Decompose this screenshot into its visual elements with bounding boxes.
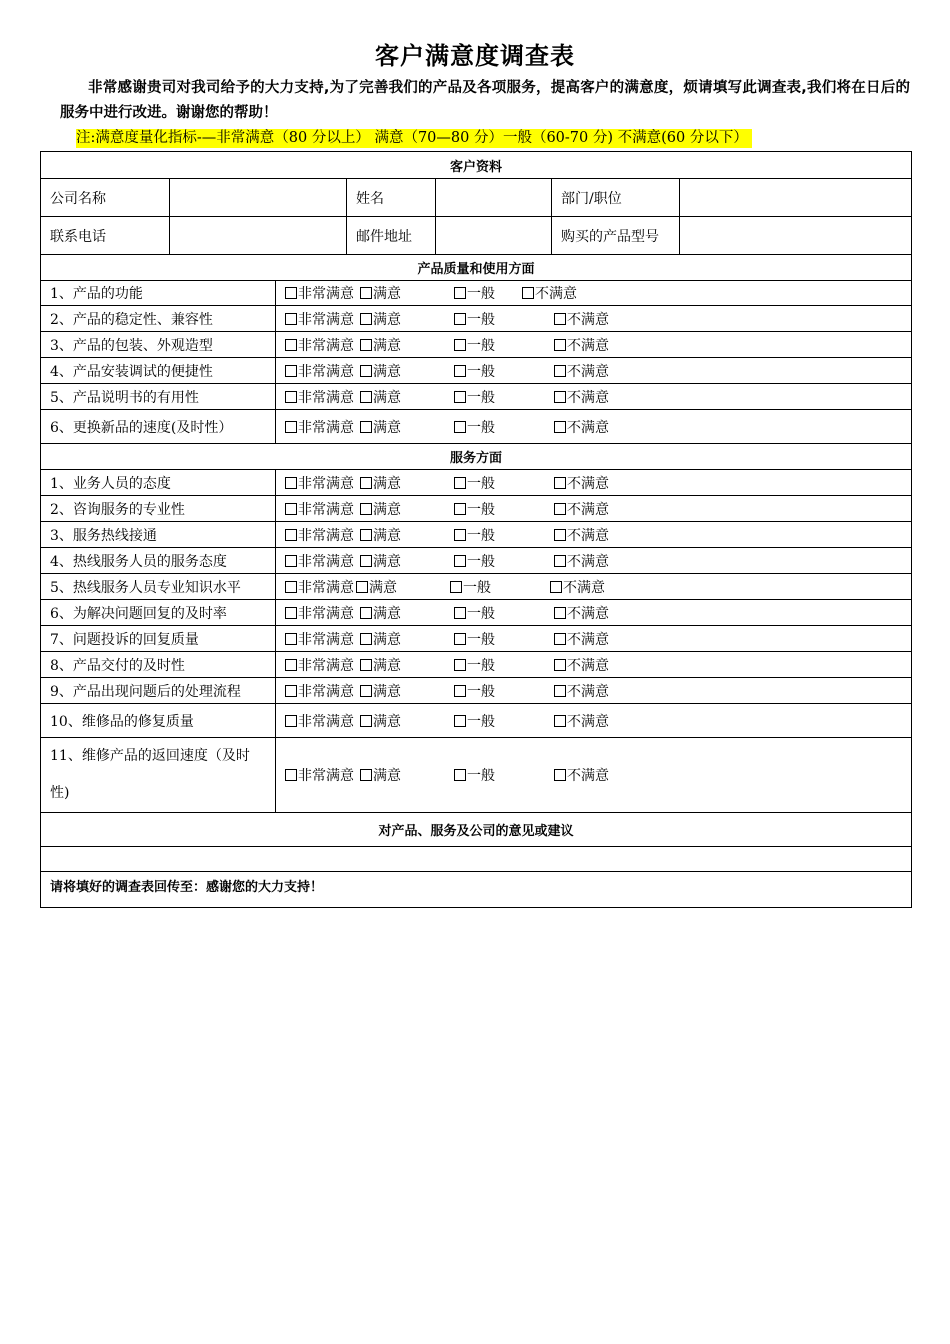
option-average[interactable] [450, 577, 491, 597]
checkbox-icon[interactable] [554, 421, 566, 433]
question-label: 3、产品的包装、外观造型 [41, 332, 276, 358]
rating-options [276, 496, 912, 522]
option-satisfied[interactable] [360, 655, 401, 675]
option-satisfied[interactable] [360, 499, 401, 519]
rating-options [276, 281, 912, 306]
phone-field[interactable] [170, 217, 347, 255]
option-label: 一般 [467, 657, 495, 674]
option-label: 非常满意 [298, 286, 354, 302]
product-question-list [41, 281, 912, 444]
option-label: 一般 [467, 419, 495, 436]
checkbox-icon[interactable] [360, 607, 372, 619]
option-label: 满意 [373, 311, 401, 328]
option-average[interactable] [454, 417, 495, 437]
option-label: 满意 [373, 419, 401, 436]
checkbox-icon[interactable] [554, 685, 566, 697]
email-label: 邮件地址 [347, 217, 436, 255]
option-label: 不满意 [567, 501, 609, 518]
option-average[interactable] [454, 629, 495, 649]
option-label: 满意 [373, 553, 401, 570]
phone-label: 联系电话 [41, 217, 170, 255]
checkbox-icon[interactable] [554, 769, 566, 781]
option-label: 满意 [373, 657, 401, 674]
option-very-satisfied[interactable] [285, 283, 354, 303]
option-label: 不满意 [567, 657, 609, 674]
option-label: 不满意 [567, 605, 609, 622]
option-dissatisfied[interactable] [554, 765, 609, 785]
option-dissatisfied[interactable] [554, 655, 609, 675]
option-label: 满意 [369, 579, 397, 596]
question-row [41, 600, 912, 626]
rating-options [276, 306, 912, 332]
product-model-label: 购买的产品型号 [552, 217, 680, 255]
option-label: 不满意 [567, 363, 609, 380]
checkbox-icon[interactable] [454, 313, 466, 325]
checkbox-icon[interactable] [285, 365, 297, 377]
option-average[interactable] [454, 499, 495, 519]
checkbox-icon[interactable] [554, 339, 566, 351]
rating-options [276, 470, 912, 496]
option-satisfied[interactable] [360, 283, 401, 303]
checkbox-icon[interactable] [360, 659, 372, 671]
option-very-satisfied[interactable] [285, 525, 354, 545]
service-question-list [41, 470, 912, 813]
option-satisfied[interactable] [360, 711, 401, 731]
option-satisfied[interactable] [360, 309, 401, 329]
service-section-header: 服务方面 [41, 444, 912, 470]
option-label: 非常满意 [298, 363, 354, 380]
checkbox-icon[interactable] [285, 555, 297, 567]
rating-scale-note: 注:满意度量化指标-—非常满意（80 分以上） 满意（70—80 分）一般（60-70 分) 不满意(60 分以下） [76, 129, 752, 148]
option-label: 满意 [373, 631, 401, 648]
question-row [41, 652, 912, 678]
name-label: 姓名 [347, 179, 436, 217]
option-label: 一般 [467, 713, 495, 730]
question-row [41, 358, 912, 384]
option-dissatisfied[interactable] [522, 283, 577, 303]
question-row [41, 738, 912, 813]
checkbox-icon[interactable] [360, 555, 372, 567]
option-label: 满意 [373, 389, 401, 406]
option-dissatisfied[interactable] [554, 711, 609, 731]
option-very-satisfied[interactable] [285, 711, 354, 731]
checkbox-icon[interactable] [454, 659, 466, 671]
option-satisfied[interactable] [360, 361, 401, 381]
option-average[interactable] [454, 655, 495, 675]
option-label: 不满意 [567, 768, 609, 784]
checkbox-icon[interactable] [554, 529, 566, 541]
option-label: 不满意 [567, 683, 609, 700]
survey-table [40, 151, 912, 908]
option-satisfied[interactable] [360, 387, 401, 407]
checkbox-icon[interactable] [554, 659, 566, 671]
option-very-satisfied[interactable] [285, 681, 354, 701]
dept-position-field[interactable] [680, 179, 912, 217]
question-label: 11、维修产品的返回速度（及时性) [41, 738, 276, 813]
checkbox-icon[interactable] [450, 581, 462, 593]
option-label: 不满意 [567, 419, 609, 436]
checkbox-icon[interactable] [454, 421, 466, 433]
option-dissatisfied[interactable] [554, 387, 609, 407]
question-label: 3、服务热线接通 [41, 522, 276, 548]
page-title: 客户满意度调查表 [375, 42, 575, 70]
question-row [41, 704, 912, 738]
checkbox-icon[interactable] [554, 313, 566, 325]
checkbox-icon[interactable] [285, 391, 297, 403]
question-row [41, 574, 912, 600]
question-row [41, 306, 912, 332]
question-row [41, 384, 912, 410]
option-label: 一般 [467, 337, 495, 354]
option-label: 非常满意 [298, 419, 354, 436]
option-label: 不满意 [567, 311, 609, 328]
option-label: 一般 [467, 475, 495, 492]
question-row [41, 626, 912, 652]
option-very-satisfied[interactable] [285, 603, 354, 623]
question-label: 9、产品出现问题后的处理流程 [41, 678, 276, 704]
question-row [41, 332, 912, 358]
option-very-satisfied[interactable] [285, 335, 354, 355]
checkbox-icon[interactable] [454, 769, 466, 781]
checkbox-icon[interactable] [285, 769, 297, 781]
option-satisfied[interactable] [360, 765, 401, 785]
checkbox-icon[interactable] [360, 769, 372, 781]
question-row [41, 281, 912, 306]
option-label: 一般 [467, 311, 495, 328]
checkbox-icon[interactable] [454, 477, 466, 489]
suggestion-header: 对产品、服务及公司的意见或建议 [41, 813, 912, 847]
option-satisfied[interactable] [360, 525, 401, 545]
checkbox-icon[interactable] [454, 555, 466, 567]
option-very-satisfied[interactable] [285, 473, 354, 493]
rating-options [276, 652, 912, 678]
checkbox-icon[interactable] [360, 313, 372, 325]
question-label: 1、业务人员的态度 [41, 470, 276, 496]
option-label: 非常满意 [298, 389, 354, 406]
checkbox-icon[interactable] [554, 607, 566, 619]
option-average[interactable] [454, 309, 495, 329]
question-row [41, 410, 912, 444]
checkbox-icon[interactable] [454, 339, 466, 351]
checkbox-icon[interactable] [454, 685, 466, 697]
option-very-satisfied[interactable] [285, 551, 354, 571]
option-satisfied[interactable] [360, 473, 401, 493]
checkbox-icon[interactable] [454, 529, 466, 541]
checkbox-icon[interactable] [454, 503, 466, 515]
checkbox-icon[interactable] [554, 555, 566, 567]
option-label: 非常满意 [298, 337, 354, 354]
checkbox-icon[interactable] [285, 287, 297, 299]
dept-position-label: 部门/职位 [552, 179, 680, 217]
checkbox-icon[interactable] [285, 581, 297, 593]
option-very-satisfied[interactable] [285, 765, 354, 785]
checkbox-icon[interactable] [454, 633, 466, 645]
option-dissatisfied[interactable] [554, 417, 609, 437]
option-label: 非常满意 [298, 657, 354, 674]
checkbox-icon[interactable] [360, 633, 372, 645]
option-label: 不满意 [567, 631, 609, 648]
option-very-satisfied[interactable] [285, 417, 354, 437]
checkbox-icon[interactable] [360, 685, 372, 697]
option-label: 满意 [373, 337, 401, 354]
return-instruction: 请将填好的调查表回传至：感谢您的大力支持！ [41, 872, 912, 908]
checkbox-icon[interactable] [285, 339, 297, 351]
option-average[interactable] [454, 711, 495, 731]
rating-options [276, 600, 912, 626]
option-satisfied[interactable] [360, 551, 401, 571]
checkbox-icon[interactable] [285, 313, 297, 325]
name-field[interactable] [436, 179, 552, 217]
option-label: 满意 [373, 605, 401, 622]
checkbox-icon[interactable] [554, 715, 566, 727]
option-dissatisfied[interactable] [554, 525, 609, 545]
checkbox-icon[interactable] [454, 391, 466, 403]
checkbox-icon[interactable] [454, 607, 466, 619]
rating-options [276, 574, 912, 600]
question-label: 10、维修品的修复质量 [41, 704, 276, 738]
option-label: 一般 [467, 363, 495, 380]
option-dissatisfied[interactable] [550, 577, 605, 597]
option-satisfied[interactable] [360, 603, 401, 623]
option-average[interactable] [454, 525, 495, 545]
question-label: 2、产品的稳定性、兼容性 [41, 306, 276, 332]
checkbox-icon[interactable] [522, 287, 534, 299]
company-name-label: 公司名称 [41, 179, 170, 217]
option-label: 不满意 [567, 553, 609, 570]
option-label: 非常满意 [298, 527, 354, 544]
rating-options [276, 548, 912, 574]
option-dissatisfied[interactable] [554, 309, 609, 329]
option-label: 一般 [467, 605, 495, 622]
checkbox-icon[interactable] [454, 365, 466, 377]
intro-paragraph: 非常感谢贵司对我司给予的大力支持,为了完善我们的产品及各项服务，提高客户的满意度，烦请填写此调查表,我们将在日后的服务中进行改进。谢谢您的帮助！ [60, 80, 910, 121]
rating-options [276, 704, 912, 738]
checkbox-icon[interactable] [285, 477, 297, 489]
checkbox-icon[interactable] [285, 607, 297, 619]
option-very-satisfied[interactable] [285, 577, 354, 597]
option-very-satisfied[interactable] [285, 655, 354, 675]
checkbox-icon[interactable] [285, 529, 297, 541]
option-label: 满意 [373, 475, 401, 492]
option-label: 满意 [373, 713, 401, 730]
option-label: 一般 [467, 501, 495, 518]
option-label: 非常满意 [298, 683, 354, 700]
checkbox-icon[interactable] [285, 503, 297, 515]
option-label: 满意 [373, 286, 401, 302]
question-row [41, 496, 912, 522]
rating-options [276, 410, 912, 444]
option-average[interactable] [454, 681, 495, 701]
question-row [41, 548, 912, 574]
checkbox-icon[interactable] [554, 503, 566, 515]
option-label: 非常满意 [298, 311, 354, 328]
checkbox-icon[interactable] [360, 715, 372, 727]
option-satisfied[interactable] [360, 681, 401, 701]
checkbox-icon[interactable] [360, 477, 372, 489]
option-satisfied[interactable] [356, 577, 397, 597]
option-label: 非常满意 [298, 631, 354, 648]
product-model-field[interactable] [680, 217, 912, 255]
checkbox-icon[interactable] [554, 633, 566, 645]
checkbox-icon[interactable] [360, 529, 372, 541]
option-label: 一般 [467, 527, 495, 544]
option-satisfied[interactable] [360, 629, 401, 649]
checkbox-icon[interactable] [454, 715, 466, 727]
option-label: 一般 [463, 579, 491, 596]
option-label: 非常满意 [298, 475, 354, 492]
question-label: 6、更换新品的速度(及时性） [41, 410, 276, 444]
option-average[interactable] [454, 283, 495, 303]
checkbox-icon[interactable] [356, 581, 368, 593]
option-average[interactable] [454, 361, 495, 381]
email-field[interactable] [436, 217, 552, 255]
option-label: 不满意 [567, 337, 609, 354]
option-dissatisfied[interactable] [554, 473, 609, 493]
checkbox-icon[interactable] [360, 503, 372, 515]
option-label: 满意 [373, 363, 401, 380]
question-label: 8、产品交付的及时性 [41, 652, 276, 678]
option-very-satisfied[interactable] [285, 629, 354, 649]
rating-options [276, 678, 912, 704]
option-label: 一般 [467, 631, 495, 648]
option-label: 非常满意 [298, 713, 354, 730]
question-label: 5、热线服务人员专业知识水平 [41, 574, 276, 600]
question-label: 5、产品说明书的有用性 [41, 384, 276, 410]
option-label: 满意 [373, 501, 401, 518]
option-average[interactable] [454, 551, 495, 571]
option-satisfied[interactable] [360, 417, 401, 437]
option-label: 非常满意 [298, 579, 354, 596]
checkbox-icon[interactable] [550, 581, 562, 593]
option-dissatisfied[interactable] [554, 499, 609, 519]
suggestion-field[interactable] [41, 847, 912, 872]
question-row [41, 470, 912, 496]
option-label: 非常满意 [298, 605, 354, 622]
checkbox-icon[interactable] [454, 287, 466, 299]
option-label: 不满意 [567, 389, 609, 406]
option-label: 不满意 [567, 475, 609, 492]
option-average[interactable] [454, 387, 495, 407]
option-label: 一般 [467, 286, 495, 302]
option-label: 满意 [373, 768, 401, 784]
question-label: 2、咨询服务的专业性 [41, 496, 276, 522]
option-dissatisfied[interactable] [554, 629, 609, 649]
option-label: 满意 [373, 527, 401, 544]
rating-options [276, 626, 912, 652]
checkbox-icon[interactable] [360, 339, 372, 351]
question-label: 6、为解决问题回复的及时率 [41, 600, 276, 626]
option-label: 不满意 [563, 579, 605, 596]
option-label: 不满意 [567, 713, 609, 730]
checkbox-icon[interactable] [554, 365, 566, 377]
question-row [41, 678, 912, 704]
option-average[interactable] [454, 603, 495, 623]
option-label: 不满意 [567, 527, 609, 544]
product-section-header: 产品质量和使用方面 [41, 255, 912, 281]
option-label: 一般 [467, 553, 495, 570]
option-very-satisfied[interactable] [285, 309, 354, 329]
checkbox-icon[interactable] [285, 421, 297, 433]
option-average[interactable] [454, 473, 495, 493]
rating-options [276, 522, 912, 548]
option-dissatisfied[interactable] [554, 361, 609, 381]
checkbox-icon[interactable] [285, 659, 297, 671]
customer-info-header: 客户资料 [41, 152, 912, 179]
rating-options [276, 384, 912, 410]
option-label: 满意 [373, 683, 401, 700]
checkbox-icon[interactable] [285, 633, 297, 645]
question-label: 4、热线服务人员的服务态度 [41, 548, 276, 574]
option-average[interactable] [454, 765, 495, 785]
option-label: 一般 [467, 389, 495, 406]
checkbox-icon[interactable] [360, 287, 372, 299]
option-dissatisfied[interactable] [554, 603, 609, 623]
option-dissatisfied[interactable] [554, 335, 609, 355]
option-label: 一般 [467, 683, 495, 700]
option-label: 非常满意 [298, 501, 354, 518]
option-label: 非常满意 [298, 768, 354, 784]
option-label: 不满意 [535, 286, 577, 302]
option-satisfied[interactable] [360, 335, 401, 355]
option-very-satisfied[interactable] [285, 499, 354, 519]
question-label: 7、问题投诉的回复质量 [41, 626, 276, 652]
checkbox-icon[interactable] [360, 365, 372, 377]
rating-options [276, 738, 912, 813]
rating-options [276, 332, 912, 358]
option-label: 一般 [467, 768, 495, 784]
checkbox-icon[interactable] [285, 715, 297, 727]
option-label: 非常满意 [298, 553, 354, 570]
checkbox-icon[interactable] [554, 477, 566, 489]
checkbox-icon[interactable] [360, 391, 372, 403]
option-very-satisfied[interactable] [285, 387, 354, 407]
company-name-field[interactable] [170, 179, 347, 217]
option-very-satisfied[interactable] [285, 361, 354, 381]
option-dissatisfied[interactable] [554, 551, 609, 571]
question-label: 1、产品的功能 [41, 281, 276, 306]
checkbox-icon[interactable] [554, 391, 566, 403]
checkbox-icon[interactable] [285, 685, 297, 697]
option-average[interactable] [454, 335, 495, 355]
checkbox-icon[interactable] [360, 421, 372, 433]
rating-options [276, 358, 912, 384]
question-label: 4、产品安装调试的便捷性 [41, 358, 276, 384]
question-row [41, 522, 912, 548]
option-dissatisfied[interactable] [554, 681, 609, 701]
